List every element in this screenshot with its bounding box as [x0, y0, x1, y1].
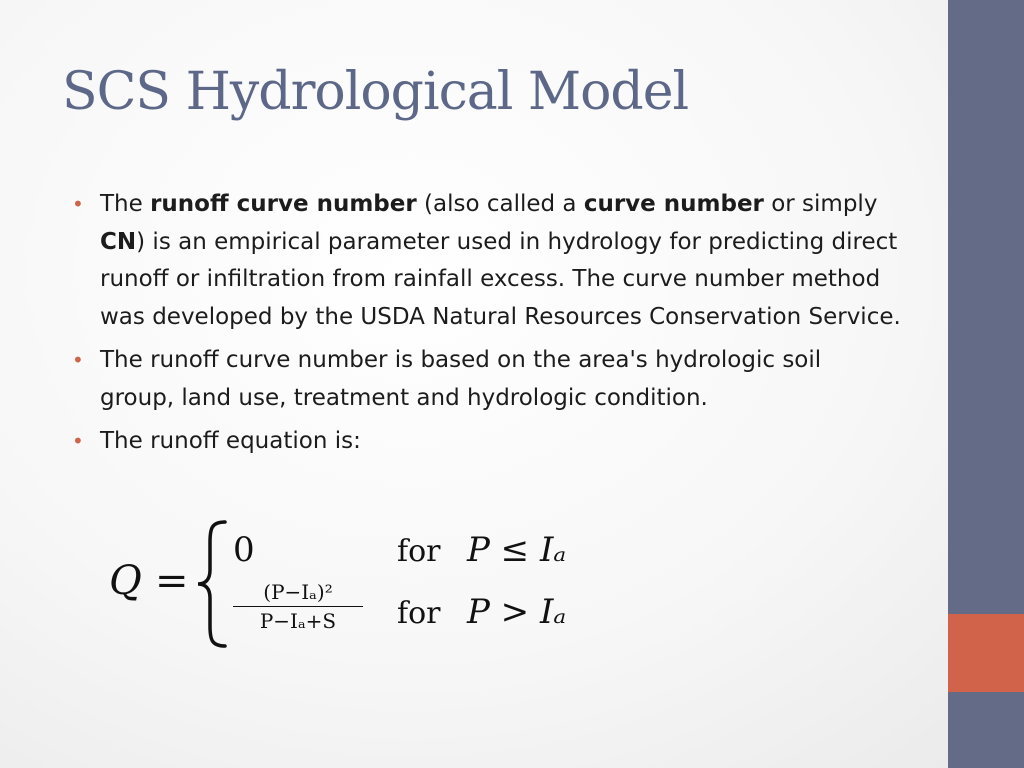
runoff-equation	[105, 516, 605, 656]
bullet-item-curve-number	[72, 186, 902, 336]
bullet-text: The runoff curve number (also called a curve number or simply CN) is an empirical parameter used in hydrology for predicting direct runoff or infiltration from rainfall excess. The curve number method was developed by the USDA Natural Resources Conservation Service.	[100, 191, 901, 330]
fraction-denominator: P−Iₐ+S	[259, 609, 337, 633]
case2-for-word: for	[397, 596, 441, 631]
bullet-list	[72, 186, 902, 467]
side-accent-block	[948, 614, 1024, 692]
case1-value: 0	[233, 530, 255, 570]
case1-condition: P ≤ Iₐ	[467, 530, 567, 570]
case2-condition: P > Iₐ	[467, 592, 567, 632]
bullet-marker: •	[72, 192, 84, 216]
bullet-item-equation-intro	[72, 423, 902, 461]
fraction-numerator: (P−Iₐ)²	[233, 580, 363, 607]
slide-title: SCS Hydrological Model	[62, 62, 689, 122]
equation-lhs: Q	[109, 558, 142, 604]
case1-for-word: for	[397, 534, 441, 569]
bullet-marker: •	[72, 348, 84, 372]
bullet-text: The runoff curve number is based on the area's hydrologic soil group, land use, treatment and hydrologic condition.	[100, 347, 822, 411]
curly-brace-icon	[195, 520, 229, 648]
bullet-marker: •	[72, 429, 84, 453]
bullet-item-basis	[72, 342, 902, 417]
bullet-text: The runoff equation is:	[100, 428, 361, 454]
case2-fraction	[233, 580, 363, 633]
equation-equals-sign: =	[155, 558, 189, 604]
